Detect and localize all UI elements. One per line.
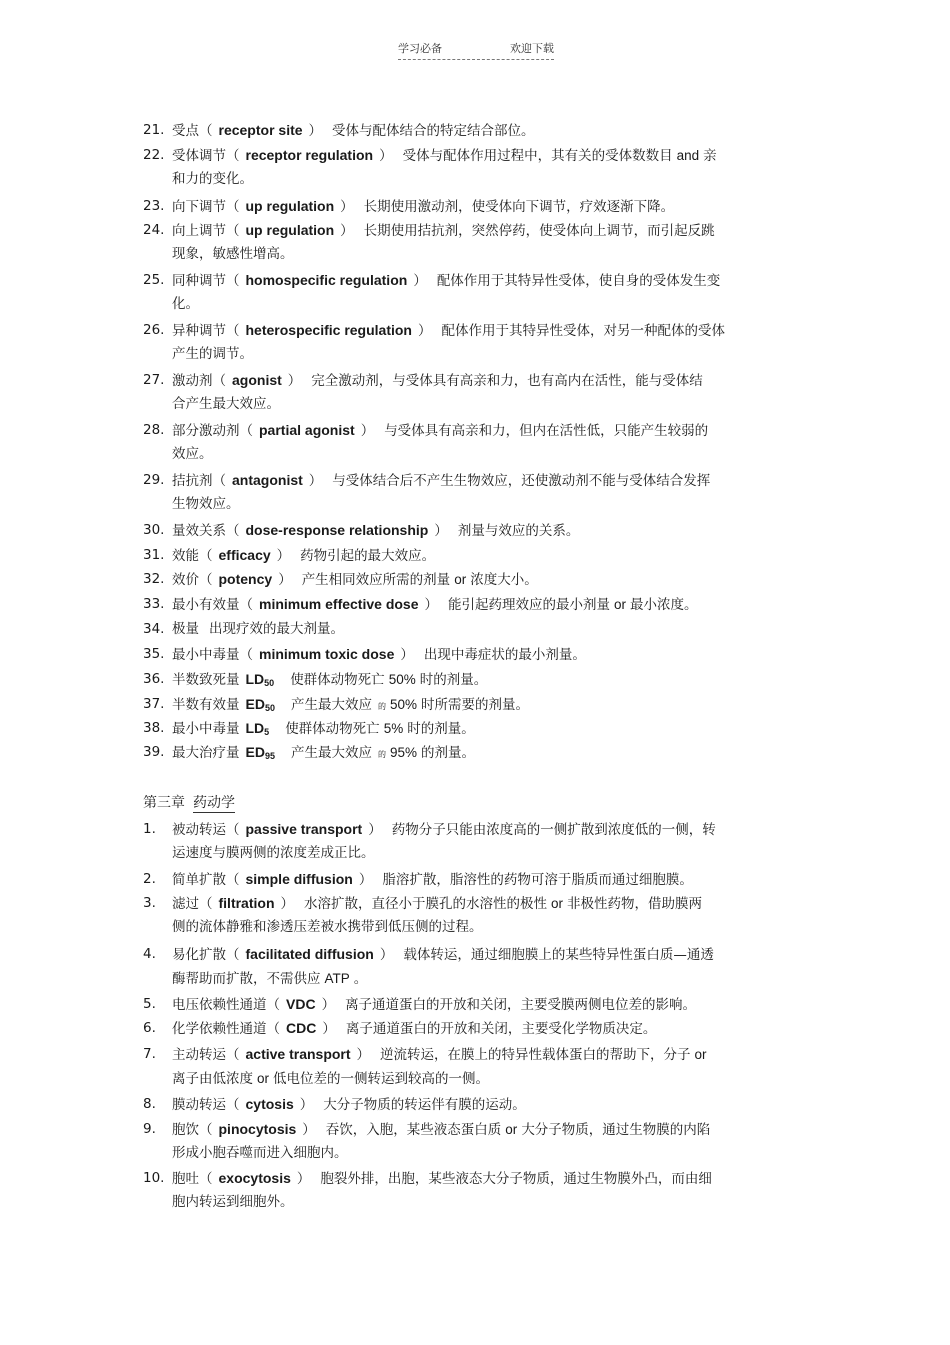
term-subscript: 50: [264, 678, 275, 688]
term-english: exocytosis: [218, 1170, 291, 1186]
term-chinese: 部分激动剂（: [172, 423, 253, 439]
definition-inline-english: and: [676, 148, 700, 163]
term-chinese: 受体调节（: [172, 148, 240, 164]
term-english: minimum toxic dose: [259, 646, 395, 662]
header-right: 欢迎下载: [510, 42, 554, 55]
term-english: facilitated diffusion: [245, 946, 374, 962]
term-definition: 产生相同效应所需的剂量: [301, 572, 451, 588]
term-definition: 离子通道蛋白的开放和关闭，主要受膜两侧电位差的影响。: [345, 997, 697, 1013]
definition-inline-english: or: [614, 597, 627, 612]
term-definition-cont: 时所需要的剂量。: [421, 697, 529, 713]
term-close-paren: ）: [308, 473, 323, 489]
term-chinese: 拮抗剂（: [172, 473, 226, 489]
term-close-paren: ）: [299, 1097, 314, 1113]
term-close-paren: ）: [360, 423, 375, 439]
term-english: potency: [218, 571, 273, 587]
term-close-paren: ）: [340, 223, 354, 239]
term-close-paren: ）: [434, 523, 448, 539]
second-line-english: or: [257, 1071, 270, 1086]
term-chinese: 胞吐（: [172, 1171, 213, 1187]
term-chinese: 最小中毒量（: [172, 647, 253, 663]
term-english: efficacy: [218, 547, 271, 563]
entry-number: 8.: [143, 1096, 156, 1112]
term-definition-cont: 大分子物质，通过生物膜的内陷: [521, 1122, 711, 1138]
entry-body: [172, 643, 812, 667]
second-line-text: 形成小胞吞噬而进入细胞内。: [172, 1145, 348, 1161]
entry-number: 29.: [143, 472, 165, 488]
term-definition: 长期使用激动剂，使受体向下调节，疗效逐渐下降。: [363, 199, 675, 215]
term-english: up regulation: [245, 222, 335, 238]
term-definition: 与受体具有高亲和力，但内在活性低，只能产生较弱的: [384, 423, 709, 439]
entry-number: 25.: [143, 272, 165, 288]
term-chinese: 极量: [172, 621, 199, 637]
term-close-paren: ）: [424, 597, 438, 613]
definition-inline-english: or: [505, 1122, 518, 1137]
entry-body: [172, 1017, 812, 1041]
term-chinese: 半数有效量: [172, 697, 240, 713]
term-english: cytosis: [245, 1096, 294, 1112]
term-definition: 逆流转运，在膜上的特异性载体蛋白的帮助下，分子: [380, 1047, 691, 1063]
second-line-text: 现象，敏感性增高。: [172, 246, 294, 262]
entry-body: [172, 219, 812, 266]
entry-body: [172, 419, 812, 466]
entry-body: [172, 868, 812, 892]
term-close-paren: ）: [358, 872, 373, 888]
second-line-end: 低电位差的一侧转运到较高的一侧。: [273, 1071, 490, 1087]
term-english: heterospecific regulation: [245, 322, 412, 338]
entry-number: 35.: [143, 646, 165, 662]
definition-second-line: [172, 493, 812, 516]
entry-body: [172, 593, 812, 617]
entry-body: [172, 693, 812, 720]
definition-second-line: [172, 1067, 812, 1091]
entry-body: [172, 741, 812, 768]
term-definition: 载体转运，通过细胞膜上的某些特异性蛋白质—通透: [403, 947, 714, 963]
term-close-paren: ）: [379, 947, 394, 963]
term-chinese: 易化扩散（: [172, 947, 240, 963]
entry-number: 23.: [143, 198, 165, 214]
term-definition-cont: 最小浓度。: [630, 597, 698, 613]
term-english: active transport: [245, 1046, 351, 1062]
second-line-text: 胞内转运到细胞外。: [172, 1194, 294, 1210]
second-line-end: 。: [353, 971, 368, 987]
definition-second-line: [172, 343, 812, 366]
term-english: VDC: [286, 996, 316, 1012]
term-chinese: 同种调节（: [172, 273, 240, 289]
entry-body: [172, 717, 812, 744]
entry-number: 26.: [143, 322, 165, 338]
entry-number: 30.: [143, 522, 165, 538]
entry-number: 36.: [143, 671, 165, 687]
term-english: minimum effective dose: [259, 596, 419, 612]
definition-inline-english: 50%: [388, 672, 416, 687]
term-chinese: 最小中毒量: [172, 721, 240, 737]
term-definition: 使群体动物死亡: [290, 672, 385, 688]
term-definition-cont: 浓度大小。: [470, 572, 538, 588]
page-header: [398, 40, 554, 60]
term-definition: 吞饮，入胞，某些液态蛋白质: [325, 1122, 502, 1138]
definition-second-line: [172, 1142, 812, 1165]
entry-number: 3.: [143, 895, 156, 911]
second-line-text: 化。: [172, 296, 199, 312]
entry-number: 37.: [143, 696, 165, 712]
small-char: 的: [377, 702, 386, 711]
definition-inline-english: 5%: [383, 721, 404, 736]
term-close-paren: ）: [278, 572, 292, 588]
entry-body: [172, 369, 812, 416]
term-definition: 受体与配体结合的特定结合部位。: [332, 123, 535, 139]
definition-second-line: [172, 443, 812, 466]
entry-body: [172, 943, 812, 991]
second-line-text: 产生的调节。: [172, 346, 253, 362]
term-close-paren: ）: [413, 273, 427, 289]
entry-body: [172, 544, 812, 568]
entry-number: 34.: [143, 621, 165, 637]
entry-body: [172, 1167, 812, 1214]
term-english: $ED_{95}$: [245, 744, 275, 761]
term-close-paren: ）: [321, 997, 336, 1013]
term-definition: 剂量与效应的关系。: [457, 523, 580, 539]
term-chinese: 受点（: [172, 123, 213, 139]
entry-number: 7.: [143, 1046, 156, 1062]
term-definition-cont: 时的剂量。: [407, 721, 475, 737]
term-chinese: 向下调节（: [172, 199, 240, 215]
term-english: $LD_{50}$: [245, 671, 275, 688]
entry-body: [172, 668, 812, 695]
term-definition-cont: 时的剂量。: [419, 672, 488, 688]
entry-number: 22.: [143, 147, 165, 163]
entry-body: [172, 1043, 812, 1091]
term-close-paren: ）: [296, 1171, 311, 1187]
second-line-text: 运速度与膜两侧的浓度差成正比。: [172, 845, 375, 861]
entry-body: [172, 892, 812, 939]
term-definition: 胞裂外排，出胞，某些液态大分子物质，通过生物膜外凸，而由细: [320, 1171, 712, 1187]
term-definition: 药物引起的最大效应。: [300, 548, 436, 564]
entry-number: 27.: [143, 372, 165, 388]
definition-second-line: [172, 393, 812, 416]
definition-second-line: [172, 916, 812, 939]
entry-number: 6.: [143, 1020, 156, 1036]
term-close-paren: ）: [276, 548, 291, 564]
term-english: receptor regulation: [245, 147, 374, 163]
entry-number: 39.: [143, 744, 165, 760]
term-english: dose-response relationship: [245, 522, 429, 538]
entry-number: 9.: [143, 1121, 156, 1137]
term-chinese: 最大治疗量: [172, 745, 240, 761]
entry-body: [172, 119, 812, 143]
term-definition: 出现中毒症状的最小剂量。: [423, 647, 586, 663]
term-definition: 出现疗效的最大剂量。: [209, 621, 344, 637]
term-chinese: 电压依赖性通道（: [172, 997, 280, 1013]
entry-number: 5.: [143, 996, 156, 1012]
entry-body: [172, 144, 812, 191]
term-close-paren: ）: [308, 123, 323, 139]
second-line-text: 离子由低浓度: [172, 1071, 253, 1087]
entry-body: [172, 195, 812, 219]
second-line-text: 生物效应。: [172, 496, 240, 512]
term-chinese: 异种调节（: [172, 323, 240, 339]
term-english: $LD_5$: [245, 720, 270, 737]
term-definition: 长期使用拮抗剂，突然停药，使受体向上调节，而引起反跳: [363, 223, 715, 239]
term-chinese: 滤过（: [172, 896, 213, 912]
term-chinese: 量效关系（: [172, 523, 240, 539]
entry-number: 4.: [143, 946, 156, 962]
chapter-label: 第三章: [143, 795, 185, 811]
term-chinese: 胞饮（: [172, 1122, 213, 1138]
term-definition: 配体作用于其特异性受体，使自身的受体发生变: [436, 273, 721, 289]
entry-body: [172, 1093, 812, 1117]
term-definition: 脂溶扩散，脂溶性的药物可溶于脂质而通过细胞膜。: [382, 872, 693, 888]
term-chinese: 化学依赖性通道（: [172, 1021, 280, 1037]
term-close-paren: ）: [280, 896, 294, 912]
term-definition: 大分子物质的转运伴有膜的运动。: [323, 1097, 526, 1113]
term-chinese: 主动转运（: [172, 1047, 240, 1063]
small-char: 的: [377, 750, 386, 759]
term-definition: 产生最大效应: [290, 697, 372, 713]
term-english: receptor site: [218, 122, 303, 138]
term-chinese: 被动转运（: [172, 822, 240, 838]
definition-second-line: [172, 967, 812, 991]
term-close-paren: ）: [379, 148, 393, 164]
entry-body: [172, 568, 812, 592]
term-definition: 与受体结合后不产生生物效应，还使激动剂不能与受体结合发挥: [332, 473, 711, 489]
entry-number: 38.: [143, 720, 165, 736]
term-definition: 产生最大效应: [290, 745, 372, 761]
definition-inline-english: or: [694, 1047, 707, 1062]
header-left: 学习必备: [398, 42, 442, 55]
term-definition: 使群体动物死亡: [285, 721, 380, 737]
entry-number: 10.: [143, 1170, 165, 1186]
term-chinese: 激动剂（: [172, 373, 226, 389]
entry-body: [172, 618, 812, 641]
entry-number: 32.: [143, 571, 165, 587]
definition-inline-english: or: [551, 896, 564, 911]
second-line-english: ATP: [324, 971, 350, 986]
entry-body: [172, 1118, 812, 1165]
entry-body: [172, 469, 812, 516]
definition-second-line: [172, 842, 812, 865]
term-english: CDC: [286, 1020, 317, 1036]
entry-number: 28.: [143, 422, 165, 438]
term-chinese: 简单扩散（: [172, 872, 240, 888]
term-definition: 受体与配体作用过程中，其有关的受体数数目: [402, 148, 673, 164]
term-close-paren: ）: [368, 822, 382, 838]
term-english: homospecific regulation: [245, 272, 408, 288]
entry-body: [172, 269, 812, 316]
definition-second-line: [172, 293, 812, 316]
term-close-paren: ）: [287, 373, 302, 389]
term-definition: 药物分子只能由浓度高的一侧扩散到浓度低的一侧，转: [391, 822, 716, 838]
entry-number: 24.: [143, 222, 165, 238]
term-chinese: 效能（: [172, 548, 213, 564]
definition-inline-english: or: [454, 572, 467, 587]
term-subscript: 5: [264, 727, 270, 737]
term-close-paren: ）: [400, 647, 414, 663]
term-definition-cont: 的剂量。: [421, 745, 475, 761]
term-definition: 水溶扩散，直径小于膜孔的水溶性的极性: [304, 896, 547, 912]
entry-body: [172, 818, 812, 865]
term-close-paren: ）: [340, 199, 354, 215]
term-chinese: 半数致死量: [172, 672, 240, 688]
second-line-text: 酶帮助而扩散，不需供应: [172, 971, 321, 987]
term-close-paren: ）: [356, 1047, 371, 1063]
term-chinese: 膜动转运（: [172, 1097, 240, 1113]
second-line-text: 和力的变化。: [172, 171, 253, 187]
entry-number: 1.: [143, 821, 156, 837]
term-definition: 完全激动剂，与受体具有高亲和力，也有高内在活性，能与受体结: [311, 373, 703, 389]
term-definition: 能引起药理效应的最小剂量: [448, 597, 610, 613]
definition-inline-english: 95%: [389, 745, 417, 760]
term-subscript: 95: [264, 751, 275, 761]
term-chinese: 向上调节（: [172, 223, 240, 239]
term-english: up regulation: [245, 198, 335, 214]
second-line-text: 效应。: [172, 446, 213, 462]
term-chinese: 效价（: [172, 572, 213, 588]
definition-second-line: [172, 1191, 812, 1214]
term-definition: 配体作用于其特异性受体，对另一种配体的受体: [441, 323, 725, 339]
term-subscript: 50: [264, 703, 275, 713]
entry-body: [172, 519, 812, 543]
entry-number: 21.: [143, 122, 165, 138]
definition-inline-english: 50%: [389, 697, 417, 712]
term-definition-cont: 亲: [703, 148, 717, 164]
entry-number: 31.: [143, 547, 165, 563]
term-english: antagonist: [232, 472, 303, 488]
term-english: simple diffusion: [245, 871, 353, 887]
term-english: passive transport: [245, 821, 363, 837]
term-close-paren: ）: [302, 1122, 316, 1138]
second-line-text: 合产生最大效应。: [172, 396, 280, 412]
second-line-text: 侧的流体静雅和渗透压差被水携带到低压侧的过程。: [172, 919, 483, 935]
term-definition-cont: 非极性药物，借助膜两: [567, 896, 703, 912]
chapter-heading: [143, 792, 235, 812]
entry-body: [172, 993, 812, 1017]
term-english: filtration: [218, 895, 275, 911]
term-chinese: 最小有效量（: [172, 597, 253, 613]
definition-second-line: [172, 243, 812, 266]
chapter-name: 药动学: [193, 795, 235, 811]
term-english: agonist: [232, 372, 282, 388]
entry-number: 33.: [143, 596, 165, 612]
entry-number: 2.: [143, 871, 156, 887]
term-english: $ED_{50}$: [245, 696, 275, 713]
definition-second-line: [172, 168, 812, 191]
term-close-paren: ）: [322, 1021, 336, 1037]
entry-body: [172, 319, 812, 366]
term-definition: 离子通道蛋白的开放和关闭，主要受化学物质决定。: [345, 1021, 657, 1037]
term-english: pinocytosis: [218, 1121, 297, 1137]
term-english: partial agonist: [259, 422, 355, 438]
term-close-paren: ）: [417, 323, 432, 339]
